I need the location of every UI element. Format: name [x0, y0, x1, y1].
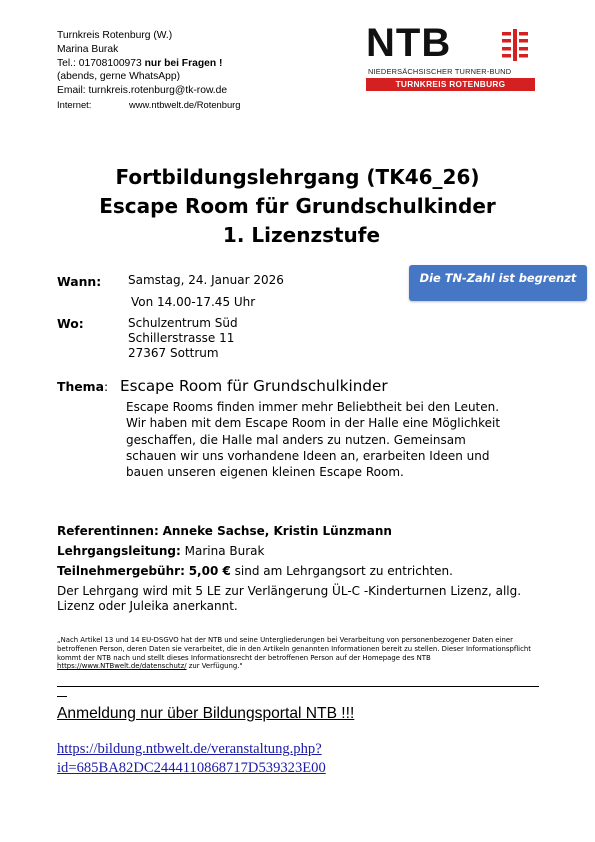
contact-email: Email: turnkreis.rotenburg@tk-row.de	[57, 85, 228, 97]
thema-desc-line: bauen unseren eigenen kleinen Escape Room.	[126, 465, 404, 480]
contact-phone-number: Tel.: 01708100973	[57, 57, 142, 69]
fee-label: Teilnehmergebühr:	[57, 564, 185, 578]
contact-internet	[57, 98, 241, 112]
referentinnen-line	[57, 524, 392, 538]
thema-label	[57, 379, 108, 394]
ntb-logo-bar: TURNKREIS ROTENBURG	[366, 78, 535, 91]
registration-link-line-2[interactable]: id=685BA82DC2444110868717D539323E00	[57, 760, 326, 776]
wo-line-1: Schulzentrum Süd	[128, 316, 238, 330]
privacy-notice	[57, 636, 539, 671]
title-line-1: Fortbildungslehrgang (TK46_26)	[115, 165, 480, 189]
participant-limit-notice: Die TN-Zahl ist begrenzt	[409, 265, 587, 301]
wo-label: Wo:	[57, 316, 84, 331]
thema-desc-line: Escape Rooms finden immer mehr Beliebtheit bei den Leuten.	[126, 400, 500, 414]
lizenz-line-2: Lizenz oder Juleika anerkannt.	[57, 599, 238, 613]
contact-internet-url: www.ntbwelt.de/Rotenburg	[129, 98, 241, 110]
wann-time: Von 14.00-17.45 Uhr	[131, 295, 256, 309]
divider-line-stub	[57, 686, 67, 697]
lehrgangsleitung-line	[57, 544, 264, 558]
document-title	[0, 163, 595, 250]
contact-block	[57, 29, 241, 112]
title-line-3: 1. Lizenzstufe	[222, 223, 381, 247]
fee-line	[57, 564, 453, 578]
thema-desc-line: Wir haben mit dem Escape Room in der Halle eine Möglichkeit	[126, 416, 501, 431]
ntb-logo-letters: NTB	[366, 21, 452, 65]
ntb-logo	[366, 21, 536, 93]
divider-line	[57, 676, 539, 687]
lizenz-line-1: Der Lehrgang wird mit 5 LE zur Verlängerung ÜL-C -Kinderturnen Lizenz, allg.	[57, 584, 522, 598]
wann-date: Samstag, 24. Januar 2026	[128, 273, 284, 287]
referentinnen-value: Anneke Sachse, Kristin Lünzmann	[162, 524, 392, 538]
thema-desc-line: schauen wir uns vorhandene Ideen an, erarbeiten Ideen und	[126, 448, 490, 463]
wo-line-2: Schillerstrasse 11	[128, 331, 235, 345]
contact-phone-note: nur bei Fragen !	[144, 57, 223, 69]
privacy-notice-link[interactable]: https://www.NTBwelt.de/datenschutz/	[57, 662, 187, 671]
thema-label-text: Thema	[57, 379, 104, 394]
privacy-notice-text: „Nach Artikel 13 und 14 EU-DSGVO hat der NTB und seine Untergliederungen bei Verarbeitung von personenbezogener Daten einer betroffenen Person, deren Daten sie verarbeitet, die in den Artikeln genannten Informationen bereit zu stellen. Dieser Informationspflicht kommt der NTB nach und stellt dieses Informationsrecht der betroffenen Person auf der Homepage des NTB	[57, 636, 531, 662]
contact-org: Turnkreis Rotenburg (W.)	[57, 30, 173, 41]
contact-phone	[57, 57, 241, 71]
wann-label: Wann:	[57, 274, 102, 289]
turner-cross-icon	[496, 29, 534, 61]
title-line-2: Escape Room für Grundschulkinder	[99, 194, 496, 218]
contact-phone-hint: (abends, gerne WhatsApp)	[57, 71, 181, 83]
fee-rest: sind am Lehrgangsort zu entrichten.	[234, 564, 453, 578]
lehrgangsleitung-value: Marina Burak	[184, 544, 265, 558]
thema-label-colon: :	[103, 379, 109, 394]
thema-desc-line: geschaffen, die Halle mal anders zu nutzen. Gemeinsam	[126, 432, 466, 447]
registration-link[interactable]	[57, 740, 326, 778]
registration-link-line-1[interactable]: https://bildung.ntbwelt.de/veranstaltung.php?	[57, 741, 322, 757]
contact-internet-label: Internet:	[57, 98, 92, 110]
ntb-logo-subtitle: NIEDERSÄCHSISCHER TURNER-BUND	[368, 67, 512, 76]
privacy-notice-end: zur Verfügung."	[186, 662, 243, 671]
lehrgangsleitung-label: Lehrgangsleitung:	[57, 544, 181, 558]
wo-line-3: 27367 Sottrum	[128, 346, 219, 360]
referentinnen-label: Referentinnen:	[57, 524, 159, 538]
contact-name: Marina Burak	[57, 43, 119, 55]
registration-heading: Anmeldung nur über Bildungsportal NTB !!!	[57, 705, 355, 722]
thema-description	[126, 399, 546, 480]
thema-title: Escape Room für Grundschulkinder	[120, 377, 388, 395]
fee-amount: 5,00 €	[188, 564, 231, 578]
